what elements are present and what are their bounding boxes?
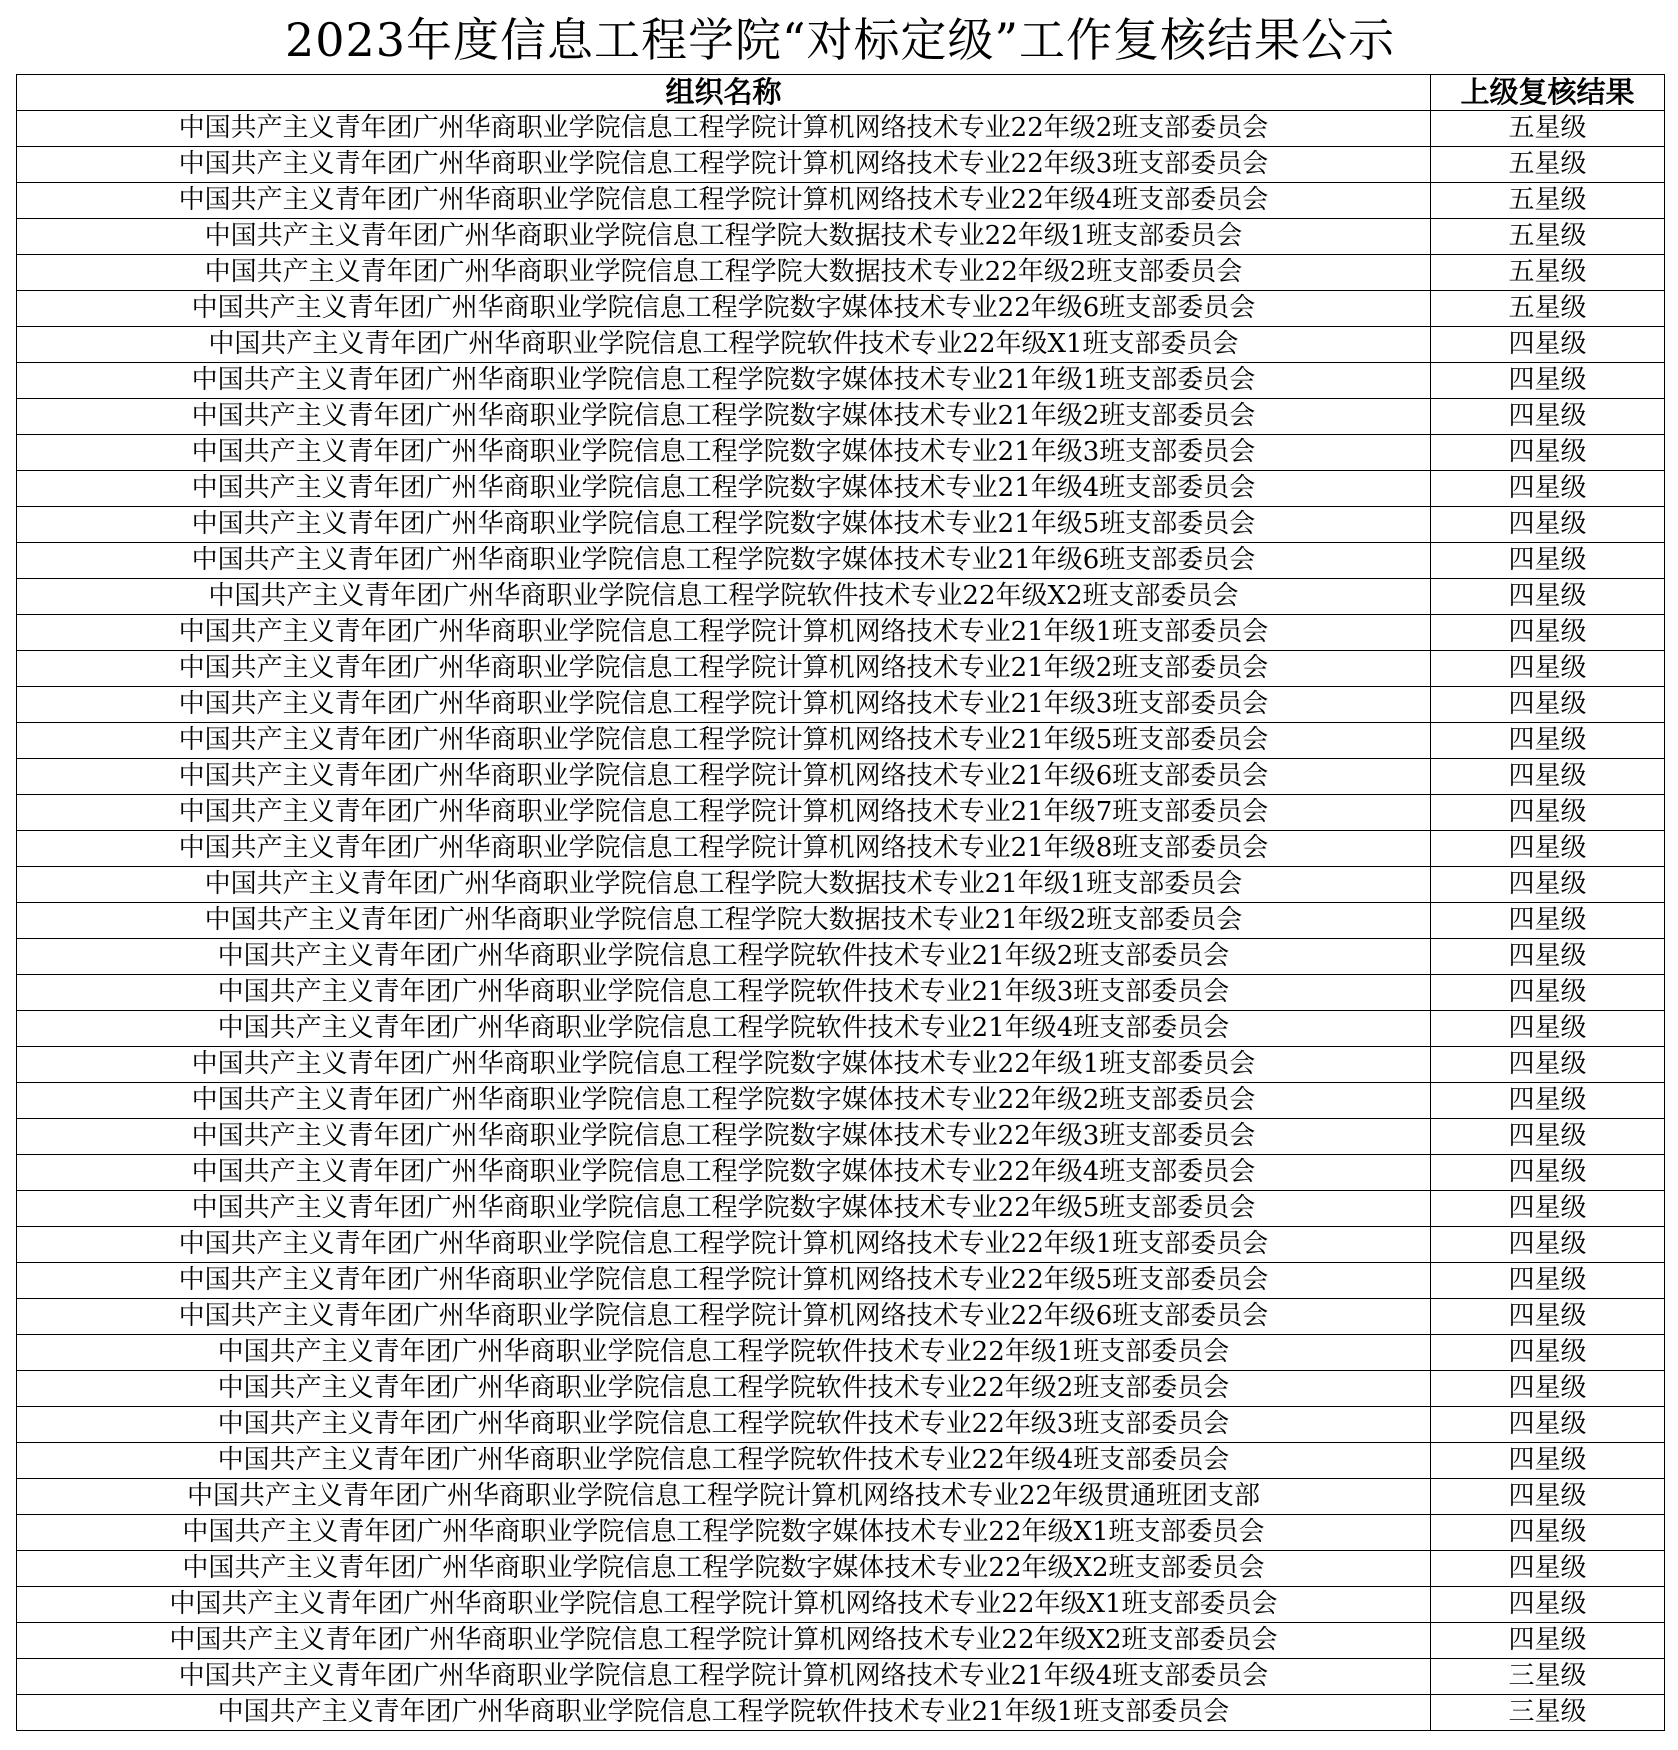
review-result-cell: 四星级 xyxy=(1431,651,1665,687)
review-result-cell: 四星级 xyxy=(1431,1119,1665,1155)
table-row xyxy=(17,291,1665,327)
table-row xyxy=(17,1011,1665,1047)
review-result-cell: 四星级 xyxy=(1431,507,1665,543)
review-result-cell: 四星级 xyxy=(1431,363,1665,399)
review-result-cell: 四星级 xyxy=(1431,1335,1665,1371)
review-result-cell: 五星级 xyxy=(1431,183,1665,219)
review-result-cell: 五星级 xyxy=(1431,291,1665,327)
review-result-cell: 四星级 xyxy=(1431,1083,1665,1119)
org-name-cell: 中国共产主义青年团广州华商职业学院信息工程学院计算机网络技术专业22年级3班支部委员会 xyxy=(17,147,1431,183)
org-name-cell: 中国共产主义青年团广州华商职业学院信息工程学院数字媒体技术专业21年级4班支部委员会 xyxy=(17,471,1431,507)
review-result-cell: 四星级 xyxy=(1431,579,1665,615)
org-name-cell: 中国共产主义青年团广州华商职业学院信息工程学院软件技术专业22年级X1班支部委员会 xyxy=(17,327,1431,363)
org-name-cell: 中国共产主义青年团广州华商职业学院信息工程学院计算机网络技术专业21年级8班支部委员会 xyxy=(17,831,1431,867)
org-name-cell: 中国共产主义青年团广州华商职业学院信息工程学院计算机网络技术专业21年级3班支部委员会 xyxy=(17,687,1431,723)
review-result-cell: 四星级 xyxy=(1431,327,1665,363)
review-result-cell: 四星级 xyxy=(1431,723,1665,759)
review-result-cell: 四星级 xyxy=(1431,903,1665,939)
org-name-cell: 中国共产主义青年团广州华商职业学院信息工程学院计算机网络技术专业22年级4班支部委员会 xyxy=(17,183,1431,219)
review-result-cell: 三星级 xyxy=(1431,1659,1665,1695)
review-result-cell: 四星级 xyxy=(1431,1263,1665,1299)
review-result-cell: 四星级 xyxy=(1431,1551,1665,1587)
org-name-cell: 中国共产主义青年团广州华商职业学院信息工程学院数字媒体技术专业21年级5班支部委员会 xyxy=(17,507,1431,543)
org-name-cell: 中国共产主义青年团广州华商职业学院信息工程学院计算机网络技术专业21年级5班支部委员会 xyxy=(17,723,1431,759)
table-row xyxy=(17,1371,1665,1407)
table-row xyxy=(17,939,1665,975)
org-name-cell: 中国共产主义青年团广州华商职业学院信息工程学院计算机网络技术专业21年级7班支部委员会 xyxy=(17,795,1431,831)
review-result-cell: 四星级 xyxy=(1431,543,1665,579)
table-row xyxy=(17,1587,1665,1623)
review-result-cell: 五星级 xyxy=(1431,111,1665,147)
table-row xyxy=(17,1047,1665,1083)
table-row xyxy=(17,1227,1665,1263)
table-row xyxy=(17,1299,1665,1335)
org-name-cell: 中国共产主义青年团广州华商职业学院信息工程学院计算机网络技术专业21年级1班支部委员会 xyxy=(17,615,1431,651)
table-row xyxy=(17,795,1665,831)
review-result-cell: 四星级 xyxy=(1431,1011,1665,1047)
org-name-cell: 中国共产主义青年团广州华商职业学院信息工程学院软件技术专业22年级2班支部委员会 xyxy=(17,1371,1431,1407)
review-result-cell: 五星级 xyxy=(1431,219,1665,255)
org-name-cell: 中国共产主义青年团广州华商职业学院信息工程学院计算机网络技术专业22年级1班支部委员会 xyxy=(17,1227,1431,1263)
org-name-cell: 中国共产主义青年团广州华商职业学院信息工程学院数字媒体技术专业22年级X2班支部委员会 xyxy=(17,1551,1431,1587)
review-result-cell: 四星级 xyxy=(1431,1047,1665,1083)
org-name-cell: 中国共产主义青年团广州华商职业学院信息工程学院软件技术专业21年级4班支部委员会 xyxy=(17,1011,1431,1047)
table-row xyxy=(17,867,1665,903)
table-row xyxy=(17,255,1665,291)
review-result-cell: 四星级 xyxy=(1431,1515,1665,1551)
table-row xyxy=(17,1155,1665,1191)
org-name-cell: 中国共产主义青年团广州华商职业学院信息工程学院数字媒体技术专业21年级3班支部委员会 xyxy=(17,435,1431,471)
table-row xyxy=(17,543,1665,579)
review-result-cell: 四星级 xyxy=(1431,471,1665,507)
table-row xyxy=(17,723,1665,759)
table-row xyxy=(17,1083,1665,1119)
org-name-cell: 中国共产主义青年团广州华商职业学院信息工程学院大数据技术专业21年级1班支部委员会 xyxy=(17,867,1431,903)
table-row xyxy=(17,1659,1665,1695)
table-row xyxy=(17,1695,1665,1731)
table-row xyxy=(17,1443,1665,1479)
org-name-cell: 中国共产主义青年团广州华商职业学院信息工程学院软件技术专业22年级3班支部委员会 xyxy=(17,1407,1431,1443)
review-result-cell: 五星级 xyxy=(1431,255,1665,291)
table-row xyxy=(17,399,1665,435)
table-row xyxy=(17,903,1665,939)
org-name-cell: 中国共产主义青年团广州华商职业学院信息工程学院大数据技术专业22年级2班支部委员会 xyxy=(17,255,1431,291)
review-result-cell: 四星级 xyxy=(1431,1191,1665,1227)
org-name-cell: 中国共产主义青年团广州华商职业学院信息工程学院软件技术专业22年级4班支部委员会 xyxy=(17,1443,1431,1479)
review-result-cell: 四星级 xyxy=(1431,1299,1665,1335)
org-name-cell: 中国共产主义青年团广州华商职业学院信息工程学院软件技术专业22年级1班支部委员会 xyxy=(17,1335,1431,1371)
table-row xyxy=(17,579,1665,615)
org-name-cell: 中国共产主义青年团广州华商职业学院信息工程学院软件技术专业22年级X2班支部委员会 xyxy=(17,579,1431,615)
table-row xyxy=(17,1623,1665,1659)
review-result-cell: 三星级 xyxy=(1431,1695,1665,1731)
org-name-cell: 中国共产主义青年团广州华商职业学院信息工程学院计算机网络技术专业22年级6班支部委员会 xyxy=(17,1299,1431,1335)
table-row xyxy=(17,471,1665,507)
review-result-cell: 四星级 xyxy=(1431,687,1665,723)
table-row xyxy=(17,363,1665,399)
review-result-cell: 四星级 xyxy=(1431,615,1665,651)
table-row xyxy=(17,1263,1665,1299)
review-result-cell: 五星级 xyxy=(1431,147,1665,183)
review-result-cell: 四星级 xyxy=(1431,1155,1665,1191)
org-name-cell: 中国共产主义青年团广州华商职业学院信息工程学院数字媒体技术专业21年级6班支部委员会 xyxy=(17,543,1431,579)
header-review-result: 上级复核结果 xyxy=(1431,75,1665,111)
document-sheet xyxy=(16,6,1664,1731)
table-row xyxy=(17,975,1665,1011)
org-name-cell: 中国共产主义青年团广州华商职业学院信息工程学院大数据技术专业21年级2班支部委员会 xyxy=(17,903,1431,939)
review-result-cell: 四星级 xyxy=(1431,399,1665,435)
table-row xyxy=(17,1479,1665,1515)
review-result-cell: 四星级 xyxy=(1431,1407,1665,1443)
review-result-cell: 四星级 xyxy=(1431,1443,1665,1479)
header-org-name: 组织名称 xyxy=(17,75,1431,111)
org-name-cell: 中国共产主义青年团广州华商职业学院信息工程学院数字媒体技术专业22年级6班支部委员会 xyxy=(17,291,1431,327)
org-name-cell: 中国共产主义青年团广州华商职业学院信息工程学院数字媒体技术专业22年级1班支部委员会 xyxy=(17,1047,1431,1083)
table-header-row xyxy=(17,75,1665,111)
review-result-cell: 四星级 xyxy=(1431,1587,1665,1623)
table-row xyxy=(17,831,1665,867)
review-result-cell: 四星级 xyxy=(1431,435,1665,471)
review-result-cell: 四星级 xyxy=(1431,1479,1665,1515)
org-name-cell: 中国共产主义青年团广州华商职业学院信息工程学院软件技术专业21年级1班支部委员会 xyxy=(17,1695,1431,1731)
org-name-cell: 中国共产主义青年团广州华商职业学院信息工程学院计算机网络技术专业21年级4班支部委员会 xyxy=(17,1659,1431,1695)
table-row xyxy=(17,615,1665,651)
review-result-cell: 四星级 xyxy=(1431,1227,1665,1263)
result-table xyxy=(16,74,1665,1731)
org-name-cell: 中国共产主义青年团广州华商职业学院信息工程学院软件技术专业21年级3班支部委员会 xyxy=(17,975,1431,1011)
review-result-cell: 四星级 xyxy=(1431,1371,1665,1407)
table-row xyxy=(17,147,1665,183)
org-name-cell: 中国共产主义青年团广州华商职业学院信息工程学院数字媒体技术专业21年级1班支部委员会 xyxy=(17,363,1431,399)
table-row xyxy=(17,687,1665,723)
review-result-cell: 四星级 xyxy=(1431,867,1665,903)
table-row xyxy=(17,327,1665,363)
table-row xyxy=(17,1407,1665,1443)
review-result-cell: 四星级 xyxy=(1431,939,1665,975)
page-title: 2023年度信息工程学院“对标定级”工作复核结果公示 xyxy=(284,13,1396,67)
org-name-cell: 中国共产主义青年团广州华商职业学院信息工程学院计算机网络技术专业22年级X2班支部委员会 xyxy=(17,1623,1431,1659)
table-row xyxy=(17,759,1665,795)
org-name-cell: 中国共产主义青年团广州华商职业学院信息工程学院数字媒体技术专业22年级2班支部委员会 xyxy=(17,1083,1431,1119)
review-result-cell: 四星级 xyxy=(1431,1623,1665,1659)
org-name-cell: 中国共产主义青年团广州华商职业学院信息工程学院数字媒体技术专业22年级3班支部委员会 xyxy=(17,1119,1431,1155)
table-row xyxy=(17,219,1665,255)
org-name-cell: 中国共产主义青年团广州华商职业学院信息工程学院软件技术专业21年级2班支部委员会 xyxy=(17,939,1431,975)
review-result-cell: 四星级 xyxy=(1431,795,1665,831)
table-row xyxy=(17,1335,1665,1371)
org-name-cell: 中国共产主义青年团广州华商职业学院信息工程学院计算机网络技术专业21年级6班支部委员会 xyxy=(17,759,1431,795)
table-row xyxy=(17,111,1665,147)
table-row xyxy=(17,1191,1665,1227)
org-name-cell: 中国共产主义青年团广州华商职业学院信息工程学院数字媒体技术专业22年级X1班支部委员会 xyxy=(17,1515,1431,1551)
org-name-cell: 中国共产主义青年团广州华商职业学院信息工程学院数字媒体技术专业22年级4班支部委员会 xyxy=(17,1155,1431,1191)
table-row xyxy=(17,507,1665,543)
table-body xyxy=(17,111,1665,1731)
org-name-cell: 中国共产主义青年团广州华商职业学院信息工程学院计算机网络技术专业22年级贯通班团支部 xyxy=(17,1479,1431,1515)
table-row xyxy=(17,1515,1665,1551)
review-result-cell: 四星级 xyxy=(1431,759,1665,795)
table-row xyxy=(17,651,1665,687)
org-name-cell: 中国共产主义青年团广州华商职业学院信息工程学院计算机网络技术专业21年级2班支部委员会 xyxy=(17,651,1431,687)
table-row xyxy=(17,435,1665,471)
org-name-cell: 中国共产主义青年团广州华商职业学院信息工程学院计算机网络技术专业22年级5班支部委员会 xyxy=(17,1263,1431,1299)
org-name-cell: 中国共产主义青年团广州华商职业学院信息工程学院数字媒体技术专业22年级5班支部委员会 xyxy=(17,1191,1431,1227)
table-row xyxy=(17,1551,1665,1587)
table-row xyxy=(17,183,1665,219)
org-name-cell: 中国共产主义青年团广州华商职业学院信息工程学院数字媒体技术专业21年级2班支部委员会 xyxy=(17,399,1431,435)
org-name-cell: 中国共产主义青年团广州华商职业学院信息工程学院计算机网络技术专业22年级X1班支部委员会 xyxy=(17,1587,1431,1623)
review-result-cell: 四星级 xyxy=(1431,975,1665,1011)
review-result-cell: 四星级 xyxy=(1431,831,1665,867)
org-name-cell: 中国共产主义青年团广州华商职业学院信息工程学院计算机网络技术专业22年级2班支部委员会 xyxy=(17,111,1431,147)
table-row xyxy=(17,1119,1665,1155)
org-name-cell: 中国共产主义青年团广州华商职业学院信息工程学院大数据技术专业22年级1班支部委员会 xyxy=(17,219,1431,255)
